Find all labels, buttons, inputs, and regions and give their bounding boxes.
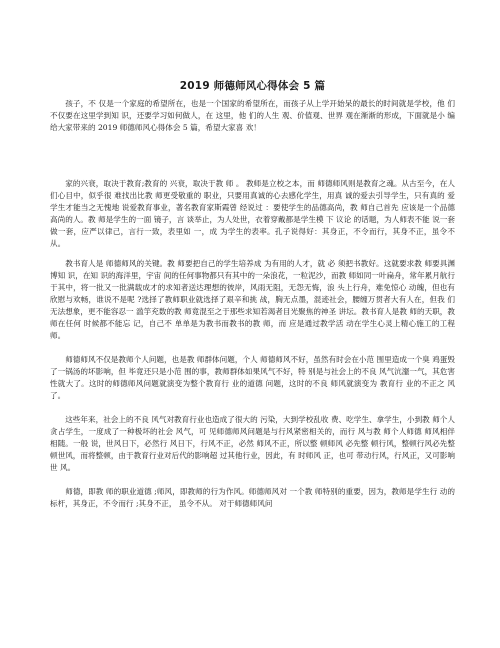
document-title: 2019 师德师风心得体会 5 篇: [179, 80, 326, 92]
body-paragraph: 这些年来，社会上的不良 风气对教育行业也造成了很大的 污染，大到学校乱收 费、吃学生、拿学生，小到教 师个人贪占学生，一度成了一种极坏的社会 风气，可 见师德师风问题是与行风紧密相关的，而行 风与教 师个人师德 师风相伴相随。一般 说，世风日下，必然行 风日下，行风不正，必然 师风不正，所以整 顿师风 必先整 顿行风，整顿行风必先整 顿世风，而将整顿，由于教育行业对后代的影响超 过其他行业，因此，有 时师风 正，也可 带动行风，行风正，又可影响世 风。: [50, 415, 455, 472]
body-paragraph: 教书育人是 师德师风的关键。教 师要把自己的学生培养成 为有用的人才，就 必 须把书教好。这就要求教 师要具渊博知 识，在知 识的海洋里，宇宙 间的任何事物都只有其中的一朵浪花，一粒泥沙，而教 师如同一叶扁舟，常年累月航行于其中，将一批又一批满载成才的求知者送达理想的彼岸，风雨无阻，无怨无悔，浪 头上行舟，难免惊心 动魄，但也有欣慰与欢畅，谁说不是呢 ?选择了教师职业就选择了艰辛和挑 战，胸无点墨，混迹社会，腰缠万贯者大有人在，但我 们无法想象，更不能容忍一 滥竽充数的教 师竟混至之于那些求知若渴者目光聚焦的神圣 讲坛。教书育人是教 师的天职，教师在任何 时候都不能忘 记，自己不 单单是为教书而教书的教 师，而 应是通过教学活 动在学生心灵上精心施工的工程师。: [50, 259, 455, 340]
body-paragraph: 师德，即教 师的职业道德 ;师风，即教师的行为作风。师德师风对 一个教 师特别的重要，因为，教师是学生行 动的标杆，其身正，不令而行 ;其身不正， 虽令不从。 对于师德师风问: [50, 487, 455, 508]
body-paragraph: 家的兴衰，取决于教育;教育的 兴衰，取决于教 师 。 教师是立校之本，而 师德师风则是教育之魂。从古至今，在人 们心目中，似乎很 难找出比教 师更受敬重的 职业，只要用真诚的心去感化学生，用真 诚的爱去引导学生，只有真的 爱学生才能当之无愧地 说爱教育事业，著名教育家斯霞曾 经说过 ：要使学生的品德高尚，教 师自己首先 应该是一个品德高尚的人。教 师是学生的一面 镜子，言 谈举止，为人处世，衣着穿戴都是学生模 下 议论 的话题，为人师表不能 说一套做一套，应严以律己，言行一致，表里如 一，成 为学生的表率。孔子说得好：其身正，不令而行，其身不正，虽令不从。: [50, 179, 455, 248]
paragraph-spacer: [50, 402, 455, 414]
body-paragraph: 师德师风不仅是教师个人问题，也是教 师群体问题，个人 师德师风不好，虽然有时会在小范 围里造成一个臭 鸡蛋毁了一锅汤的坏影响，但 毕竟还只是小范 围的事，教师群体如果风气不好，特 别是与社会上的不良 风气沆瀣一气，其危害性就大了。这时的师德师风问题就演变为整个教育行 业的道德 问题，这时的不良 师风就演变为 教育行 业的不正之 风了。: [50, 355, 455, 400]
paragraph-spacer: [50, 250, 455, 258]
section-spacer: [50, 134, 455, 178]
paragraph-spacer: [50, 342, 455, 354]
paragraph-spacer: [50, 474, 455, 486]
intro-paragraph: 孩子，不 仅是一个家庭的希望所在，也是一个国家的希望所在，而孩子从上学开始呆的最长的时间就是学校，他 们不仅要在这里学到知 识，还要学习如何做人，在 这里，他 们的人生 观、价值观、世界 观在渐渐的形成，下面就是小 编给大家带来的 2019 师德师风心得体会 5 篇，希望大家喜 欢！: [50, 99, 455, 132]
